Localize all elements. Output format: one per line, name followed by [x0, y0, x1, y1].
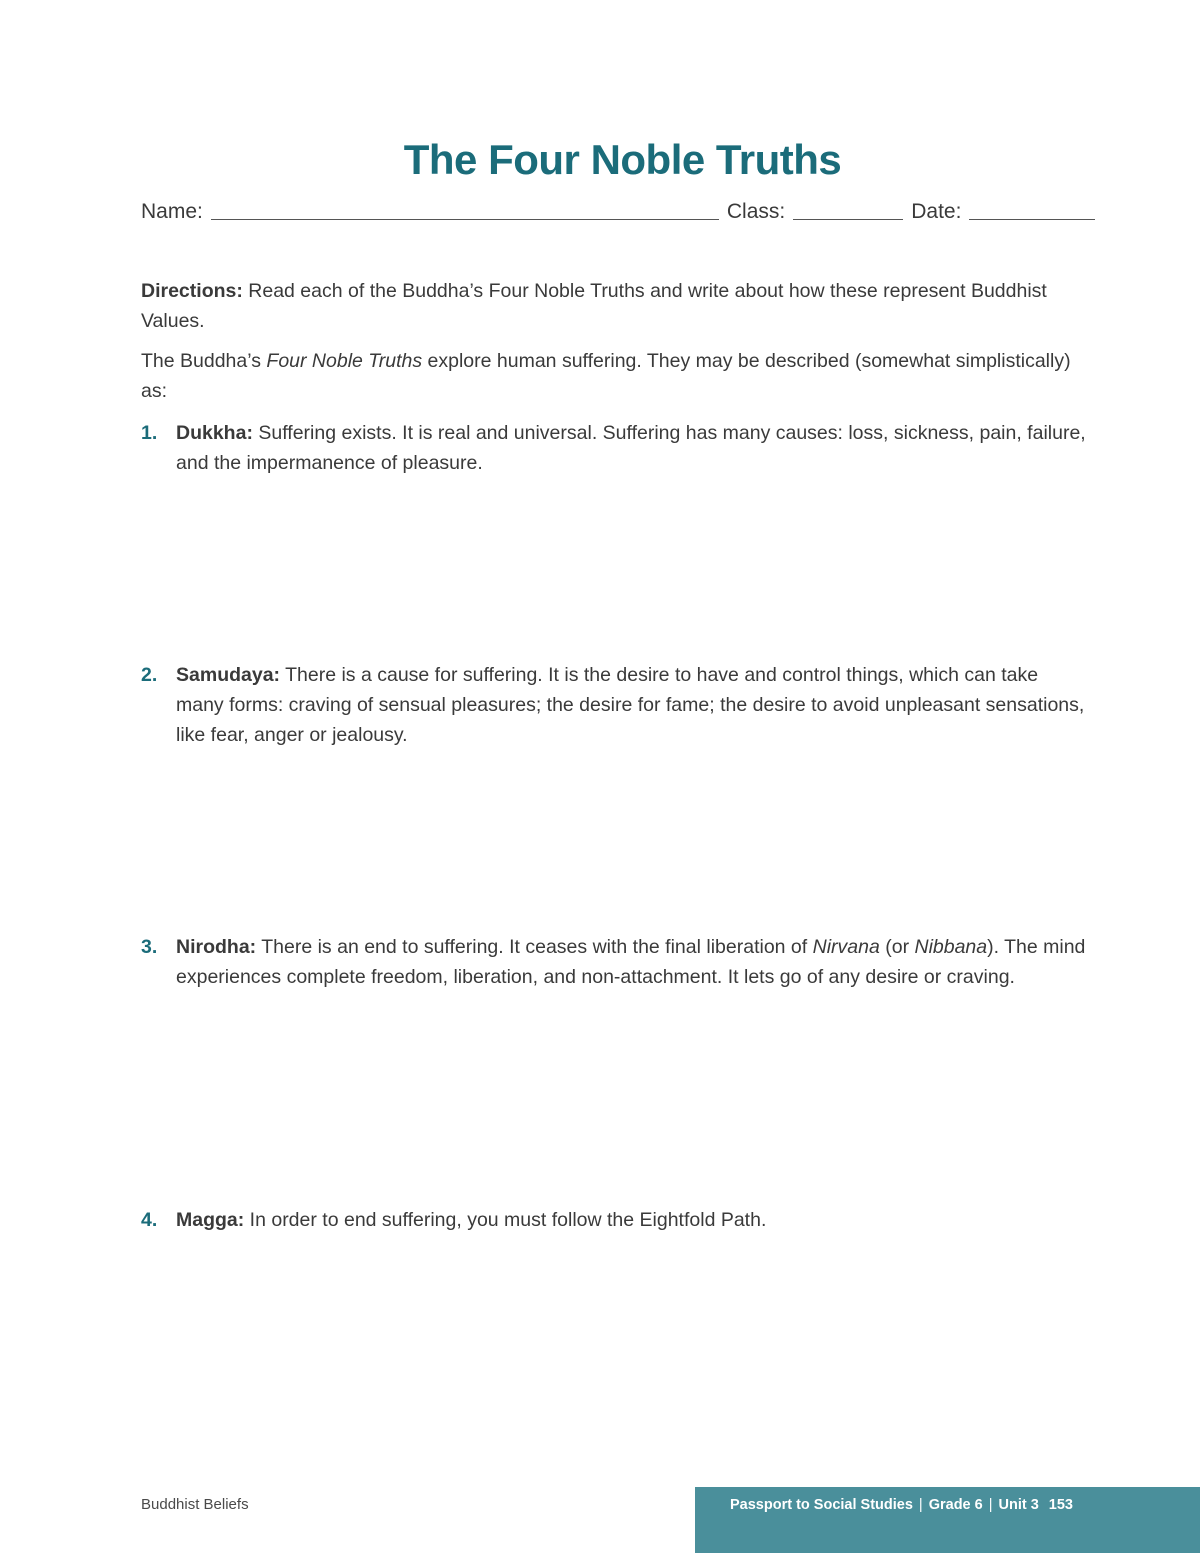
- date-label: Date:: [911, 200, 962, 223]
- footer-series: Passport to Social Studies: [730, 1497, 913, 1513]
- student-info-row: [141, 200, 1107, 224]
- truth-item-3: [141, 932, 1091, 992]
- truth-item-2: [141, 660, 1091, 750]
- truth-text-c: ). The mind experiences complete freedom, liberation, and non-attachment. It lets go of any desire or craving.: [176, 936, 1086, 988]
- truth-italic-nibbana: Nibbana: [914, 936, 988, 958]
- truth-text-a: There is an end to suffering. It ceases with the final liberation of: [256, 936, 813, 958]
- footer-bar: [695, 1487, 1200, 1553]
- intro-text-before: The Buddha’s: [141, 350, 267, 372]
- footer-unit: Unit 3: [998, 1497, 1039, 1513]
- truth-term: Magga:: [176, 1209, 245, 1231]
- footer-separator: |: [988, 1497, 993, 1513]
- truth-content: [176, 932, 1091, 992]
- truth-number: 3.: [141, 936, 158, 958]
- truth-content: [176, 660, 1091, 750]
- class-blank-line[interactable]: [793, 201, 903, 220]
- truth-number: 4.: [141, 1209, 158, 1231]
- directions-text: Read each of the Buddha’s Four Noble Truths and write about how these represent Buddhist Values.: [141, 280, 1047, 332]
- truth-italic-nirvana: Nirvana: [812, 936, 880, 958]
- date-blank-line[interactable]: [969, 201, 1095, 220]
- directions-label: Directions:: [141, 280, 243, 302]
- footer-text: [730, 1497, 1073, 1513]
- footer-grade: Grade 6: [928, 1497, 983, 1513]
- truth-number: 1.: [141, 422, 158, 444]
- directions-paragraph: [141, 276, 1091, 336]
- intro-text-after: explore human suffering. They may be described (somewhat simplistically) as:: [141, 350, 1071, 402]
- truth-number: 2.: [141, 664, 158, 686]
- truth-item-4: [141, 1205, 1091, 1235]
- truth-text-b: (or: [879, 936, 915, 958]
- class-label: Class:: [726, 200, 786, 223]
- footer-page-number: 153: [1048, 1497, 1073, 1513]
- truth-text: Suffering exists. It is real and universal. Suffering has many causes: loss, sickness, pain, failure, and the impermanence of pleasure.: [176, 422, 1086, 474]
- footer-separator: |: [918, 1497, 923, 1513]
- intro-italic: Four Noble Truths: [266, 350, 423, 372]
- truth-content: [176, 1205, 1091, 1235]
- truth-term: Dukkha:: [176, 422, 253, 444]
- truth-text: In order to end suffering, you must follow the Eightfold Path.: [244, 1209, 767, 1231]
- truth-content: [176, 418, 1091, 478]
- truth-text: There is a cause for suffering. It is the desire to have and control things, which can take many forms: craving of sensual pleasures; the desire for fame; the desire to avoid unpleasant sensations, like fear, anger or jealousy.: [176, 664, 1085, 746]
- name-label: Name:: [141, 200, 203, 223]
- truth-item-1: [141, 418, 1091, 478]
- intro-paragraph: [141, 346, 1091, 406]
- truth-term: Nirodha:: [176, 936, 257, 958]
- footer-section-title: Buddhist Beliefs: [141, 1496, 249, 1513]
- truth-term: Samudaya:: [176, 664, 281, 686]
- name-blank-line[interactable]: [211, 201, 719, 220]
- page-title: The Four Noble Truths: [403, 136, 842, 184]
